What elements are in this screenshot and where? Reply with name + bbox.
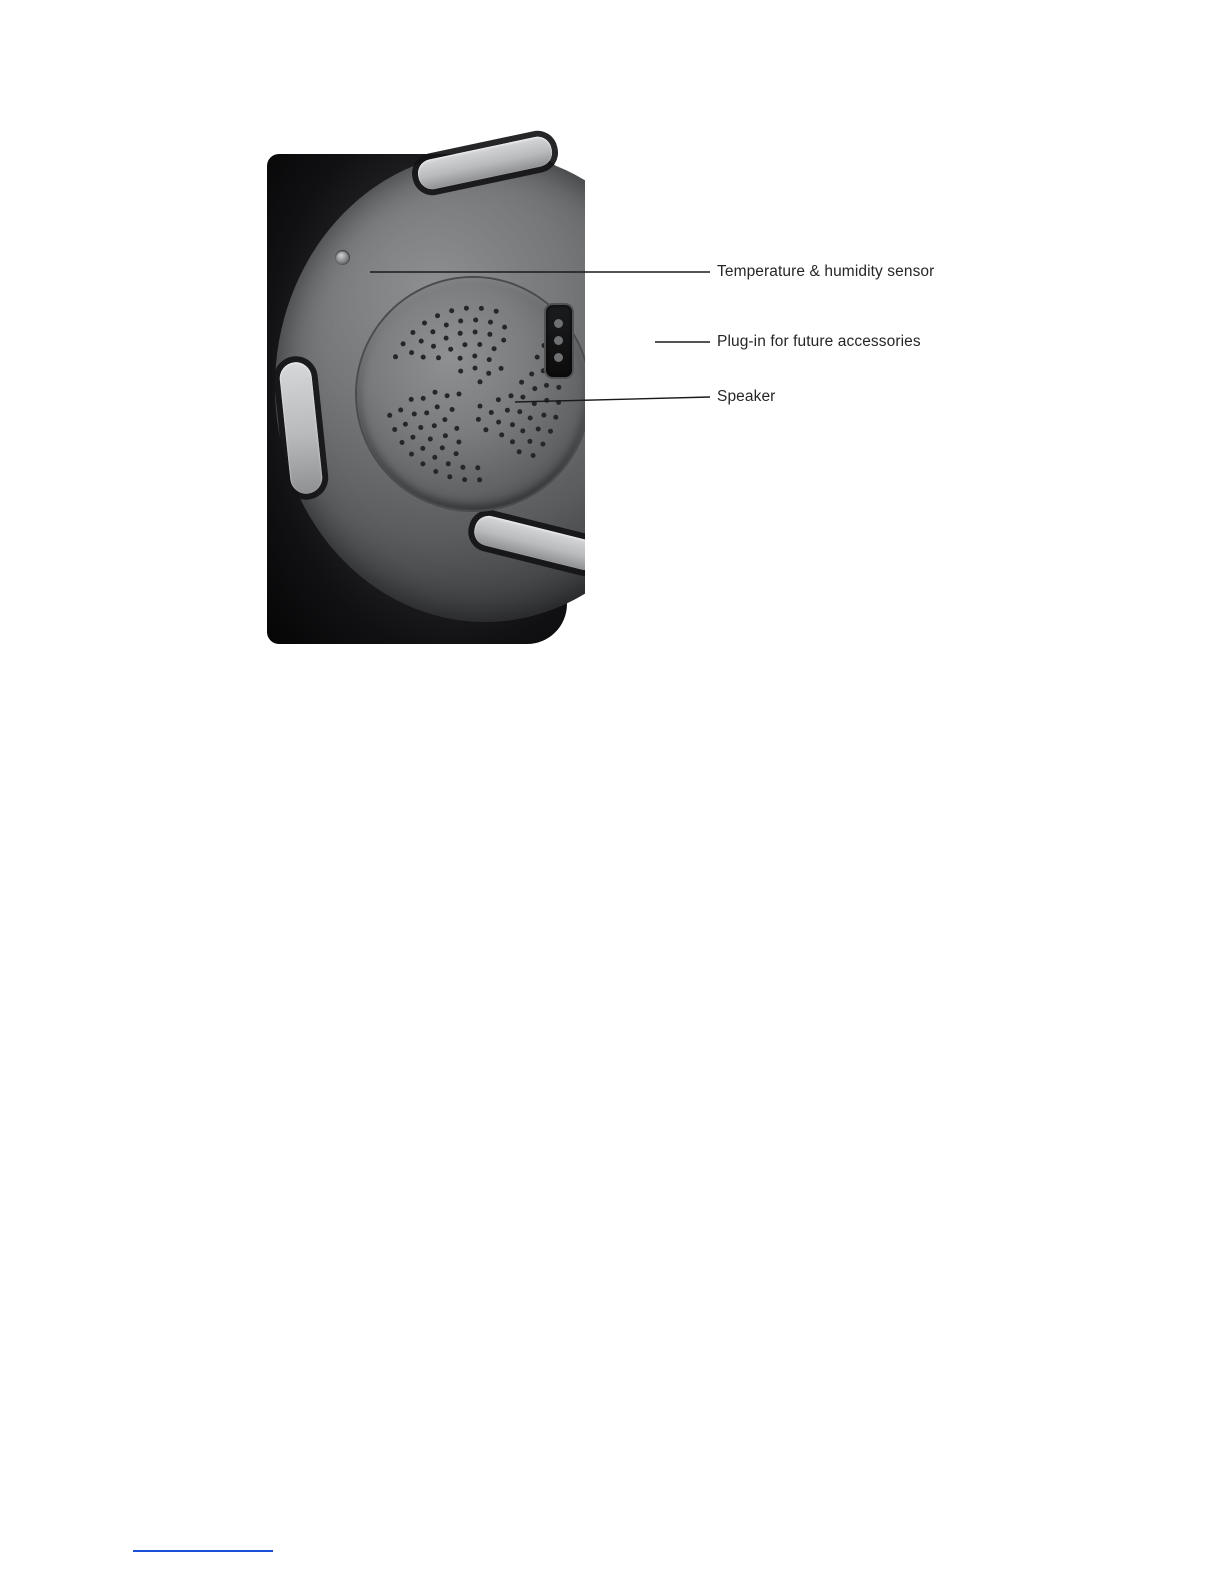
callout-label-temperature-humidity-sensor: Temperature & humidity sensor bbox=[717, 263, 935, 280]
footer-hyperlink[interactable] bbox=[133, 1550, 273, 1552]
port-pin bbox=[554, 319, 563, 328]
device-photo bbox=[265, 130, 585, 645]
device-diagram-figure bbox=[265, 130, 965, 650]
temperature-humidity-sensor-hole bbox=[335, 250, 350, 265]
photo-clip bbox=[265, 130, 585, 645]
callout-label-speaker: Speaker bbox=[717, 388, 776, 405]
callout-label-plug-in-accessories: Plug-in for future accessories bbox=[717, 333, 921, 350]
port-pin bbox=[554, 336, 563, 345]
accessory-port bbox=[546, 305, 572, 377]
port-pin bbox=[554, 353, 563, 362]
